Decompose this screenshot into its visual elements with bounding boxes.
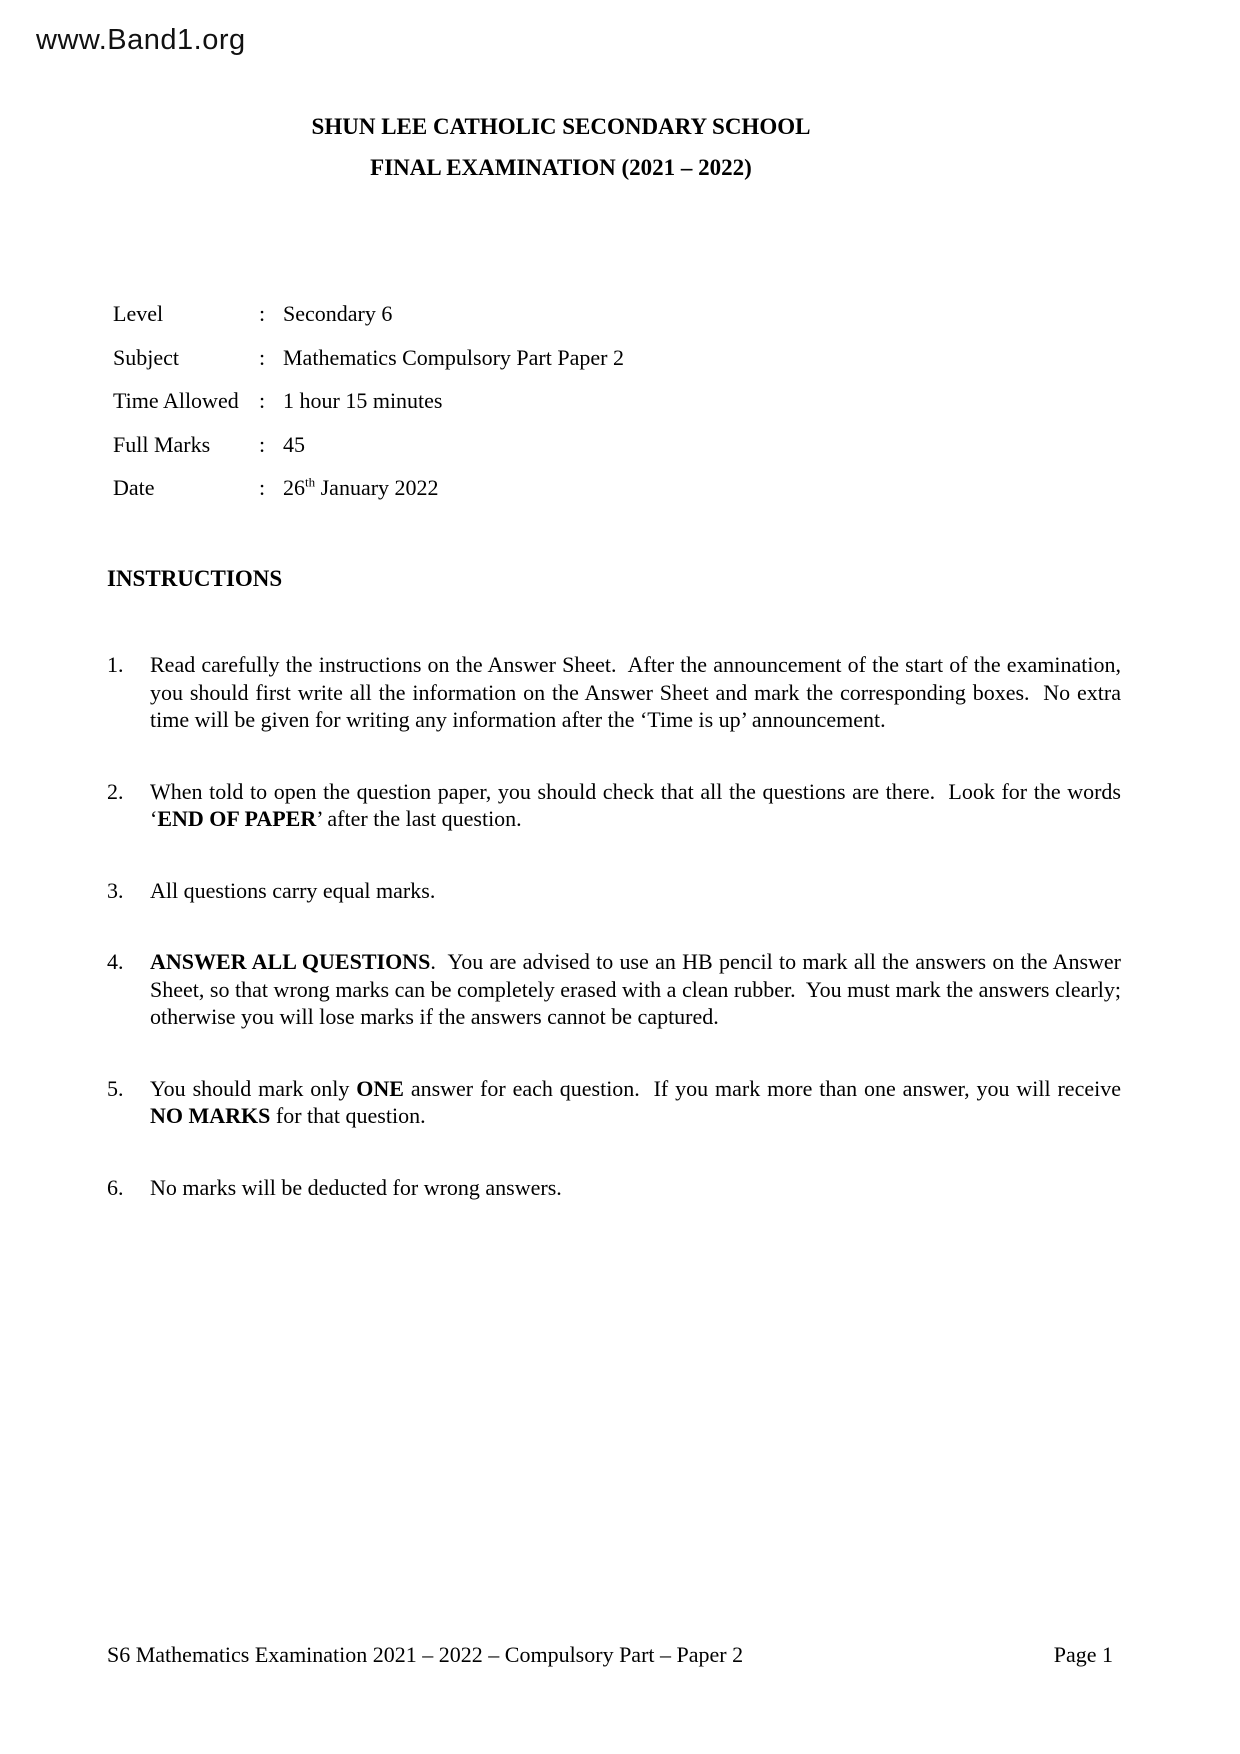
info-row xyxy=(113,466,813,510)
info-colon: : xyxy=(259,388,266,413)
info-label: Level xyxy=(113,301,164,326)
info-label: Date xyxy=(113,475,155,500)
instruction-item xyxy=(107,778,1127,833)
info-colon: : xyxy=(259,431,266,457)
instruction-text: You should mark only ONE answer for each question. If you mark more than one answer, you will receive NO MARKS for that question. xyxy=(150,1075,1127,1128)
school-name: SHUN LEE CATHOLIC SECONDARY SCHOOL xyxy=(311,114,811,139)
instruction-number: 3. xyxy=(107,877,124,903)
instruction-text: When told to open the question paper, you should check that all the questions are there. Look for the words ‘END OF PAPER’ after the last question. xyxy=(150,778,1127,831)
instruction-number: 1. xyxy=(107,652,124,677)
instruction-number: 5. xyxy=(107,1075,124,1101)
superscript-ordinal: th xyxy=(305,474,316,490)
instruction-number: 2. xyxy=(107,778,124,804)
instruction-number: 6. xyxy=(107,1174,124,1200)
info-label: Full Marks xyxy=(113,431,211,457)
exam-title: FINAL EXAMINATION (2021 – 2022) xyxy=(370,155,752,180)
page-footer xyxy=(107,1642,1113,1668)
info-value: 45 xyxy=(283,431,305,457)
instruction-text: Read carefully the instructions on the Answer Sheet. After the announcement of the start of the examination, you should first write all the information on the Answer Sheet and mark the corresponding boxes. No extra time will be given for writing any information after the ‘Time is up’ announcement. xyxy=(150,652,1127,732)
info-label: Subject xyxy=(113,344,179,370)
instruction-text: No marks will be deducted for wrong answers. xyxy=(150,1174,562,1200)
instruction-item xyxy=(107,651,1127,734)
info-colon: : xyxy=(259,475,266,500)
info-row xyxy=(113,423,813,467)
info-value: Secondary 6 xyxy=(283,301,393,326)
instruction-number: 4. xyxy=(107,949,124,974)
info-label: Time Allowed xyxy=(113,388,239,413)
exam-info-block xyxy=(113,292,813,510)
info-row xyxy=(113,379,813,423)
info-value: Mathematics Compulsory Part Paper 2 xyxy=(283,344,624,370)
watermark-url: www.Band1.org xyxy=(36,24,246,56)
instruction-text: All questions carry equal marks. xyxy=(150,877,436,903)
header-titles xyxy=(105,106,1017,188)
instructions-heading: INSTRUCTIONS xyxy=(107,566,283,591)
info-colon: : xyxy=(259,301,266,326)
footer-document-title: S6 Mathematics Examination 2021 – 2022 – Compulsory Part – Paper 2 xyxy=(107,1642,744,1667)
instructions-list xyxy=(107,651,1127,1245)
info-value: 1 hour 15 minutes xyxy=(283,388,443,413)
info-colon: : xyxy=(259,344,266,370)
instruction-item xyxy=(107,1075,1127,1130)
instruction-text: ANSWER ALL QUESTIONS. You are advised to use an HB pencil to mark all the answers on the Answer Sheet, so that wrong marks can be completely erased with a clean rubber. You must mark the answers clearly; otherwise you will lose marks if the answers cannot be captured. xyxy=(150,949,1127,1029)
footer-page-number: Page 1 xyxy=(1053,1642,1113,1667)
instruction-item xyxy=(107,877,1121,905)
info-row xyxy=(113,336,813,380)
instruction-item xyxy=(107,948,1127,1031)
info-value: 26th January 2022 xyxy=(283,474,439,500)
instruction-item xyxy=(107,1174,1121,1202)
info-row xyxy=(113,292,813,336)
